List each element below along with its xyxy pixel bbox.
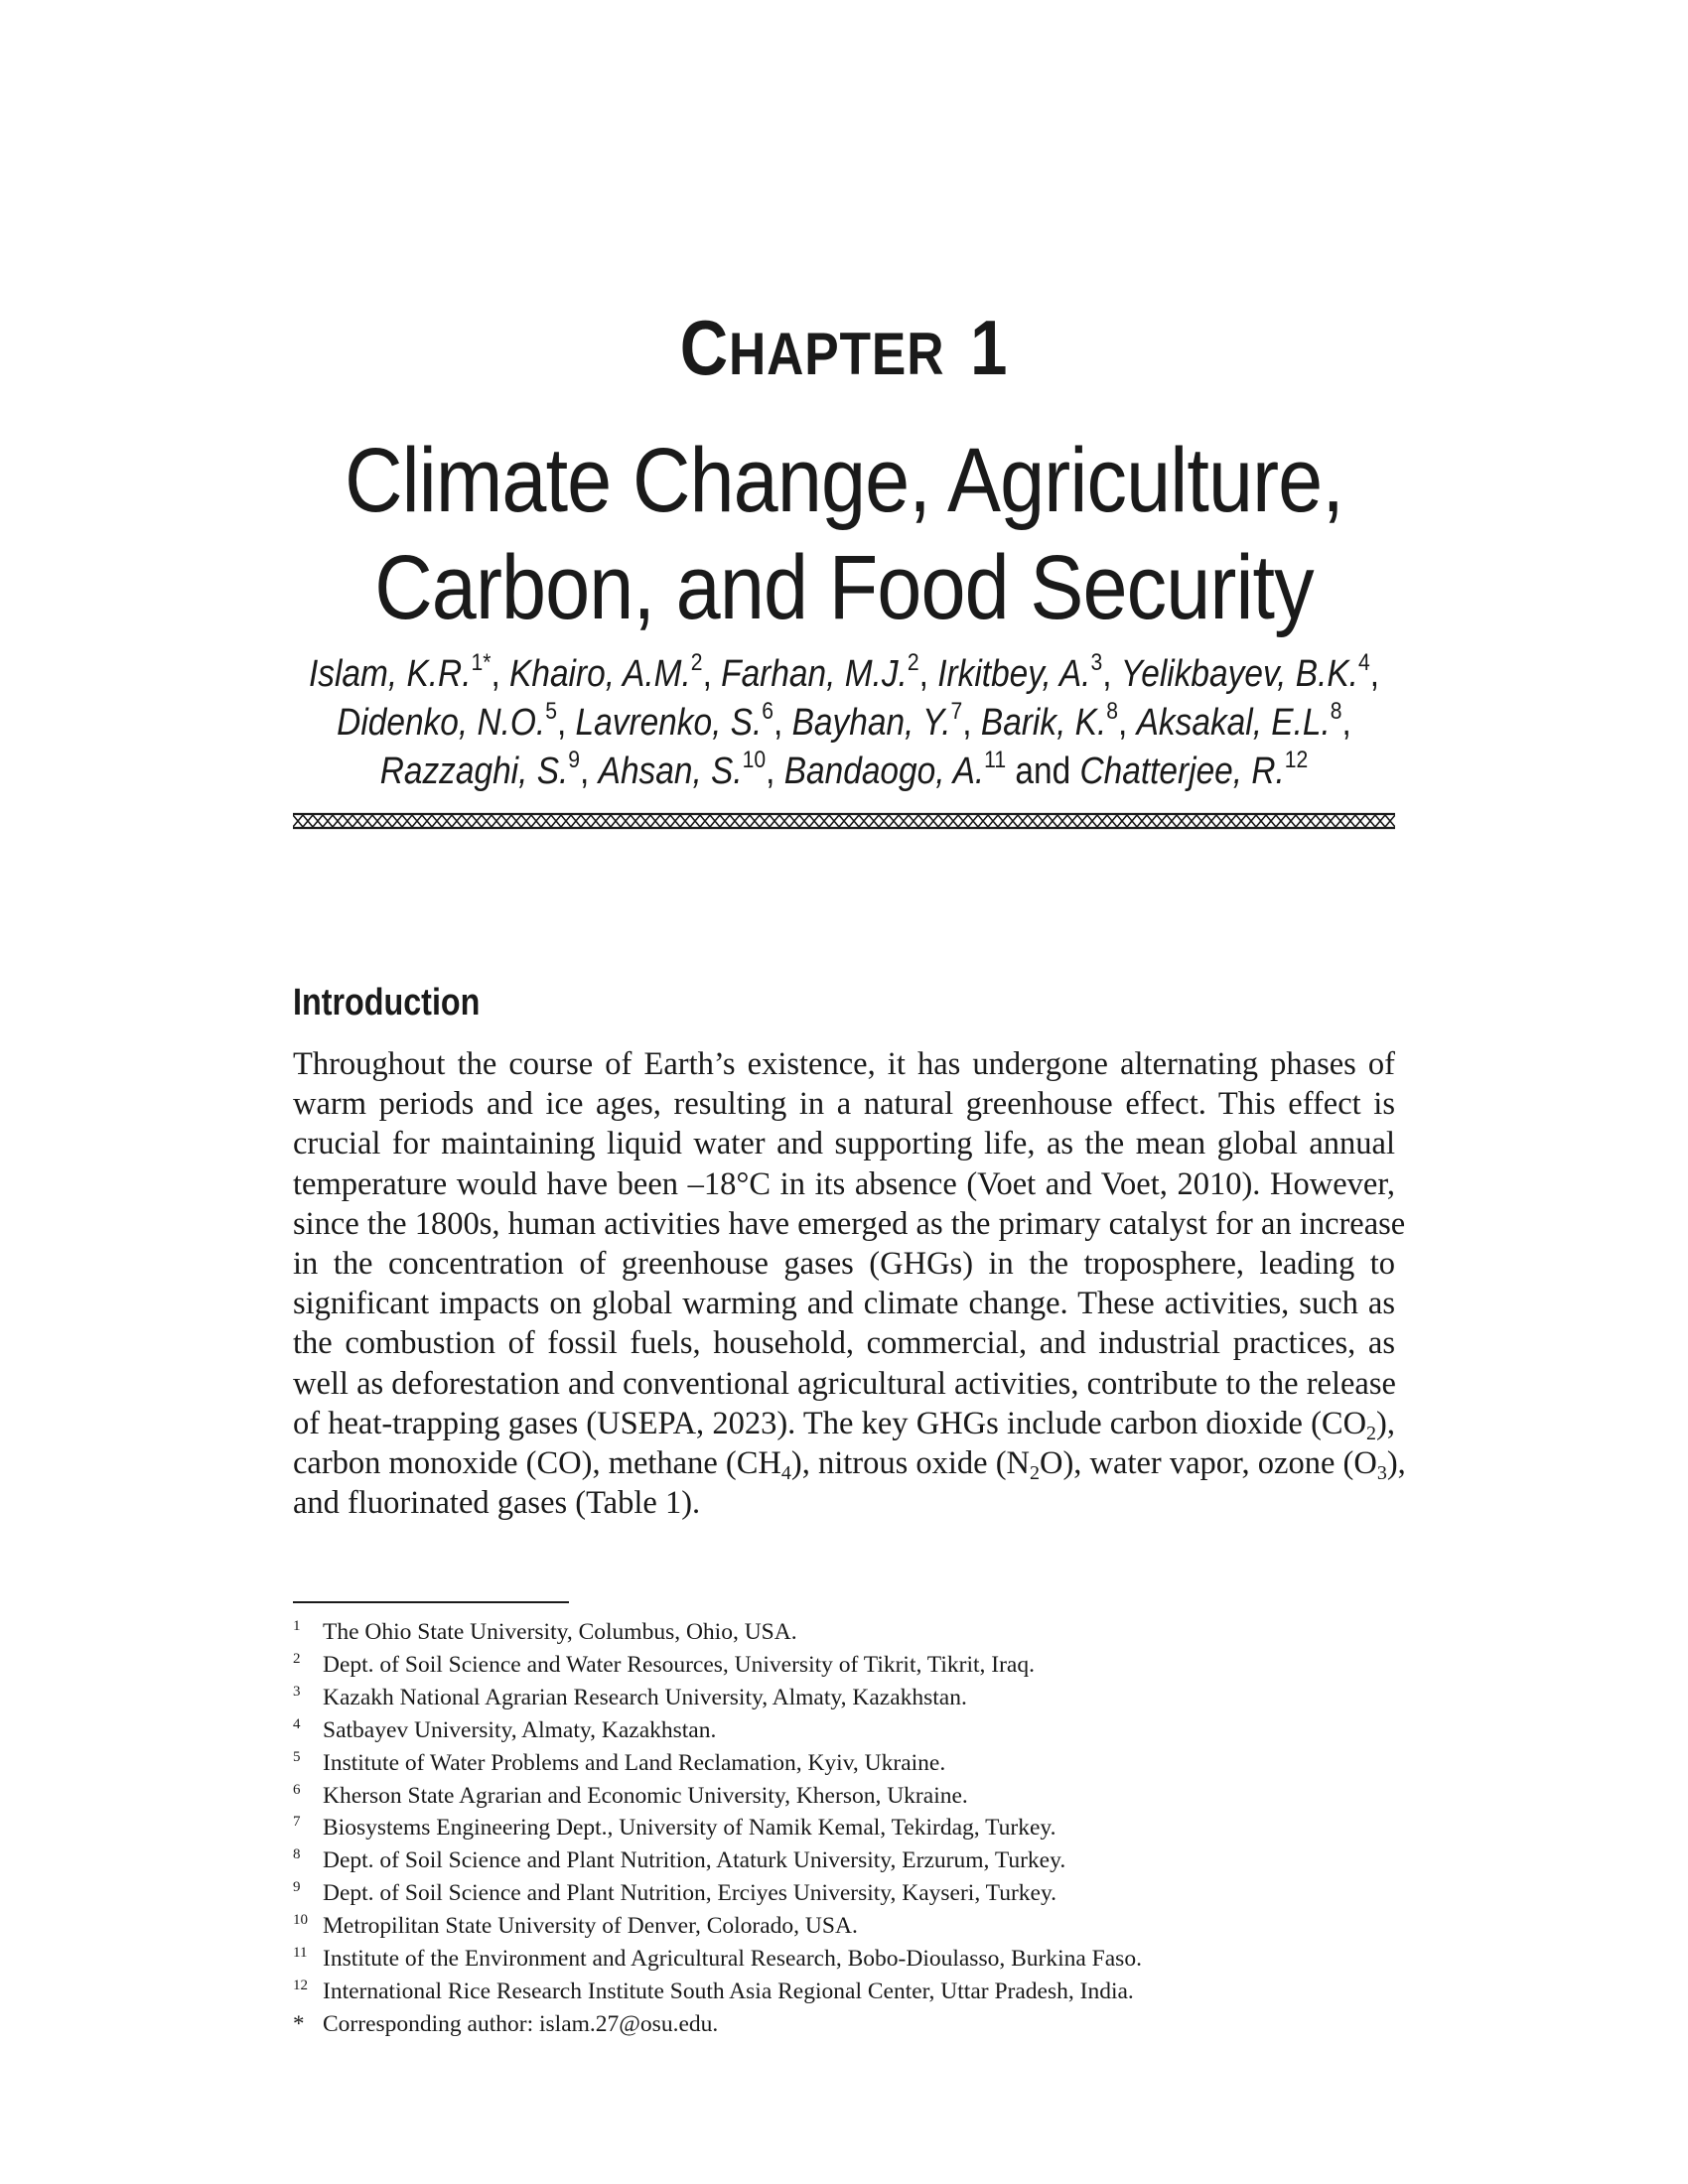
body-line: well as deforestation and conventional agricultural activities, contribute to the release (293, 1365, 1396, 1402)
author-separator: , (918, 653, 938, 695)
chapter-title-line-2: Carbon, and Food Security (374, 537, 1314, 638)
author-name: Islam, K.R. (308, 653, 472, 695)
author-name: Bayhan, Y. (791, 702, 951, 744)
subscript: 2 (1030, 1462, 1040, 1485)
author-affiliation-mark: 10 (742, 747, 767, 773)
footnote-mark: 2 (293, 1650, 301, 1667)
footnote-text: Institute of the Environment and Agricultural Research, Bobo-Dioulasso, Burkina Faso. (323, 1946, 1142, 1973)
author-affiliation-mark: 5 (545, 698, 557, 725)
author-name: Khairo, A.M. (509, 653, 691, 695)
subscript: 4 (780, 1462, 791, 1485)
author-affiliation-mark: 2 (690, 649, 703, 676)
author-name: Ahsan, S. (598, 751, 743, 792)
footnote (293, 1616, 1395, 1649)
author-affiliation-mark: 1* (471, 649, 492, 676)
body-line: warm periods and ice ages, resulting in a natural greenhouse effect. This effect is (293, 1086, 1395, 1123)
footnote (293, 1976, 1395, 2008)
author-name: Razzaghi, S. (379, 751, 569, 792)
author-separator: , (1118, 702, 1137, 744)
author-separator: , (580, 751, 599, 792)
author-name: Aksakal, E.L. (1136, 702, 1331, 744)
footnote-text: Dept. of Soil Science and Plant Nutrition, Erciyes University, Kayseri, Turkey. (323, 1880, 1057, 1907)
author-name: Irkitbey, A. (937, 653, 1091, 695)
chapter-title (101, 427, 1587, 641)
footnote-list (293, 1616, 1395, 2041)
footnote (293, 1844, 1395, 1877)
author-line (101, 650, 1587, 699)
body-line: Throughout the course of Earth’s existence, it has undergone alternating phases of (293, 1046, 1395, 1082)
section-heading: Introduction (293, 982, 481, 1024)
author-affiliation-mark: 6 (762, 698, 774, 725)
author-name: Chatterjee, R. (1079, 751, 1285, 792)
author-affiliation-mark: 4 (1357, 649, 1370, 676)
author-line (101, 699, 1587, 748)
footnote-mark: 4 (293, 1715, 301, 1732)
footnote-mark: 9 (293, 1879, 301, 1896)
author-line (101, 748, 1587, 796)
body-line (293, 1404, 1395, 1443)
author-separator: , (774, 702, 792, 744)
body-text-run: ), nitrous oxide (N (790, 1445, 1030, 1482)
footnote-text: Kazakh National Agrarian Research University, Almaty, Kazakhstan. (323, 1684, 967, 1710)
body-text-run: ), (1386, 1445, 1406, 1482)
body-text-run: ), (1376, 1405, 1395, 1441)
footnote (293, 1812, 1395, 1844)
chapter-word-rest: HAPTER (729, 321, 945, 387)
footnote (293, 1780, 1395, 1813)
chapter-title-line-1: Climate Change, Agriculture, (345, 430, 1343, 531)
footnote (293, 2008, 1395, 2041)
author-separator: and (1006, 751, 1080, 792)
author-separator: , (962, 702, 981, 744)
footnote-rule (293, 1601, 569, 1603)
author-affiliation-mark: 7 (950, 698, 963, 725)
author-name: Barik, K. (980, 702, 1107, 744)
footnote-text: Corresponding author: islam.27@osu.edu. (323, 2010, 719, 2037)
footnote-text: Kherson State Agrarian and Economic University, Kherson, Ukraine. (323, 1782, 968, 1809)
footnote-text: International Rice Research Institute South Asia Regional Center, Uttar Pradesh, India. (323, 1978, 1134, 2004)
footnote-mark: 7 (293, 1814, 301, 1831)
body-line: significant impacts on global warming and climate change. These activities, such as (293, 1286, 1395, 1322)
author-name: Didenko, N.O. (337, 702, 546, 744)
author-affiliation-mark: 3 (1090, 649, 1103, 676)
author-separator: , (1369, 653, 1380, 695)
body-line: the combustion of fossil fuels, household, commercial, and industrial practices, as (293, 1325, 1395, 1362)
footnote (293, 1910, 1395, 1943)
body-text-run: of heat-trapping gases (USEPA, 2023). The key GHGs include carbon dioxide (CO (293, 1405, 1367, 1441)
author-separator: , (702, 653, 722, 695)
author-affiliation-mark: 9 (568, 747, 581, 773)
chapter-label (118, 300, 1570, 402)
footnote-text: Satbayev University, Almaty, Kazakhstan. (323, 1716, 717, 1743)
author-affiliation-mark: 11 (984, 747, 1007, 773)
author-affiliation-mark: 2 (907, 649, 919, 676)
body-line: since the 1800s, human activities have emerged as the primary catalyst for an increase (293, 1205, 1406, 1242)
footnote-mark: 8 (293, 1846, 301, 1863)
footnote-text: Metropilitan State University of Denver, Colorado, USA. (323, 1913, 858, 1940)
body-line: crucial for maintaining liquid water and supporting life, as the mean global annual (293, 1126, 1395, 1162)
author-affiliation-mark: 8 (1330, 698, 1342, 725)
footnote-mark: 6 (293, 1781, 301, 1798)
footnote (293, 1649, 1395, 1682)
subscript: 2 (1366, 1422, 1377, 1444)
body-text-run: carbon monoxide (CO), methane (CH (293, 1445, 781, 1482)
chapter-number: 1 (970, 304, 1009, 391)
footnote-mark: 3 (293, 1683, 301, 1700)
author-separator: , (1341, 702, 1351, 744)
author-separator: , (766, 751, 784, 792)
footnote (293, 1682, 1395, 1714)
author-name: Farhan, M.J. (721, 653, 908, 695)
body-line (293, 1443, 1406, 1485)
subscript: 3 (1376, 1462, 1387, 1485)
author-separator: , (1102, 653, 1121, 695)
decorative-divider (293, 812, 1395, 830)
footnote-text: Dept. of Soil Science and Plant Nutrition, Ataturk University, Erzurum, Turkey. (323, 1847, 1066, 1874)
footnote-mark: 10 (293, 1912, 308, 1929)
author-affiliation-mark: 12 (1284, 747, 1309, 773)
author-affiliation-mark: 8 (1106, 698, 1119, 725)
body-line: and fluorinated gases (Table 1). (293, 1485, 701, 1522)
footnote (293, 1943, 1395, 1976)
footnote-mark: 1 (293, 1618, 301, 1634)
footnote (293, 1714, 1395, 1747)
footnote (293, 1877, 1395, 1910)
footnote-mark: 11 (293, 1945, 308, 1962)
footnote-mark: 12 (293, 1977, 308, 1993)
body-line: in the concentration of greenhouse gases (GHGs) in the troposphere, leading to (293, 1246, 1395, 1283)
chapter-word-initial: C (679, 304, 730, 391)
footnote-text: Institute of Water Problems and Land Reclamation, Kyiv, Ukraine. (323, 1749, 946, 1776)
body-text-run: O), water vapor, ozone (O (1040, 1445, 1377, 1482)
footnote-text: Dept. of Soil Science and Water Resources, University of Tikrit, Tikrit, Iraq. (323, 1651, 1035, 1678)
author-separator: , (491, 653, 510, 695)
author-name: Lavrenko, S. (575, 702, 763, 744)
footnote-text: The Ohio State University, Columbus, Ohio, USA. (323, 1619, 797, 1645)
footnote-mark: 5 (293, 1748, 301, 1765)
author-name: Yelikbayev, B.K. (1120, 653, 1358, 695)
author-name: Bandaogo, A. (783, 751, 985, 792)
body-line: temperature would have been –18°C in its absence (Voet and Voet, 2010). However, (293, 1165, 1395, 1202)
footnote-text: Biosystems Engineering Dept., University of Namik Kemal, Tekirdag, Turkey. (323, 1815, 1056, 1842)
author-separator: , (556, 702, 576, 744)
footnote-mark: * (293, 2010, 305, 2036)
author-list (101, 650, 1587, 796)
body-paragraph (293, 1044, 1406, 1523)
footnote (293, 1747, 1395, 1780)
